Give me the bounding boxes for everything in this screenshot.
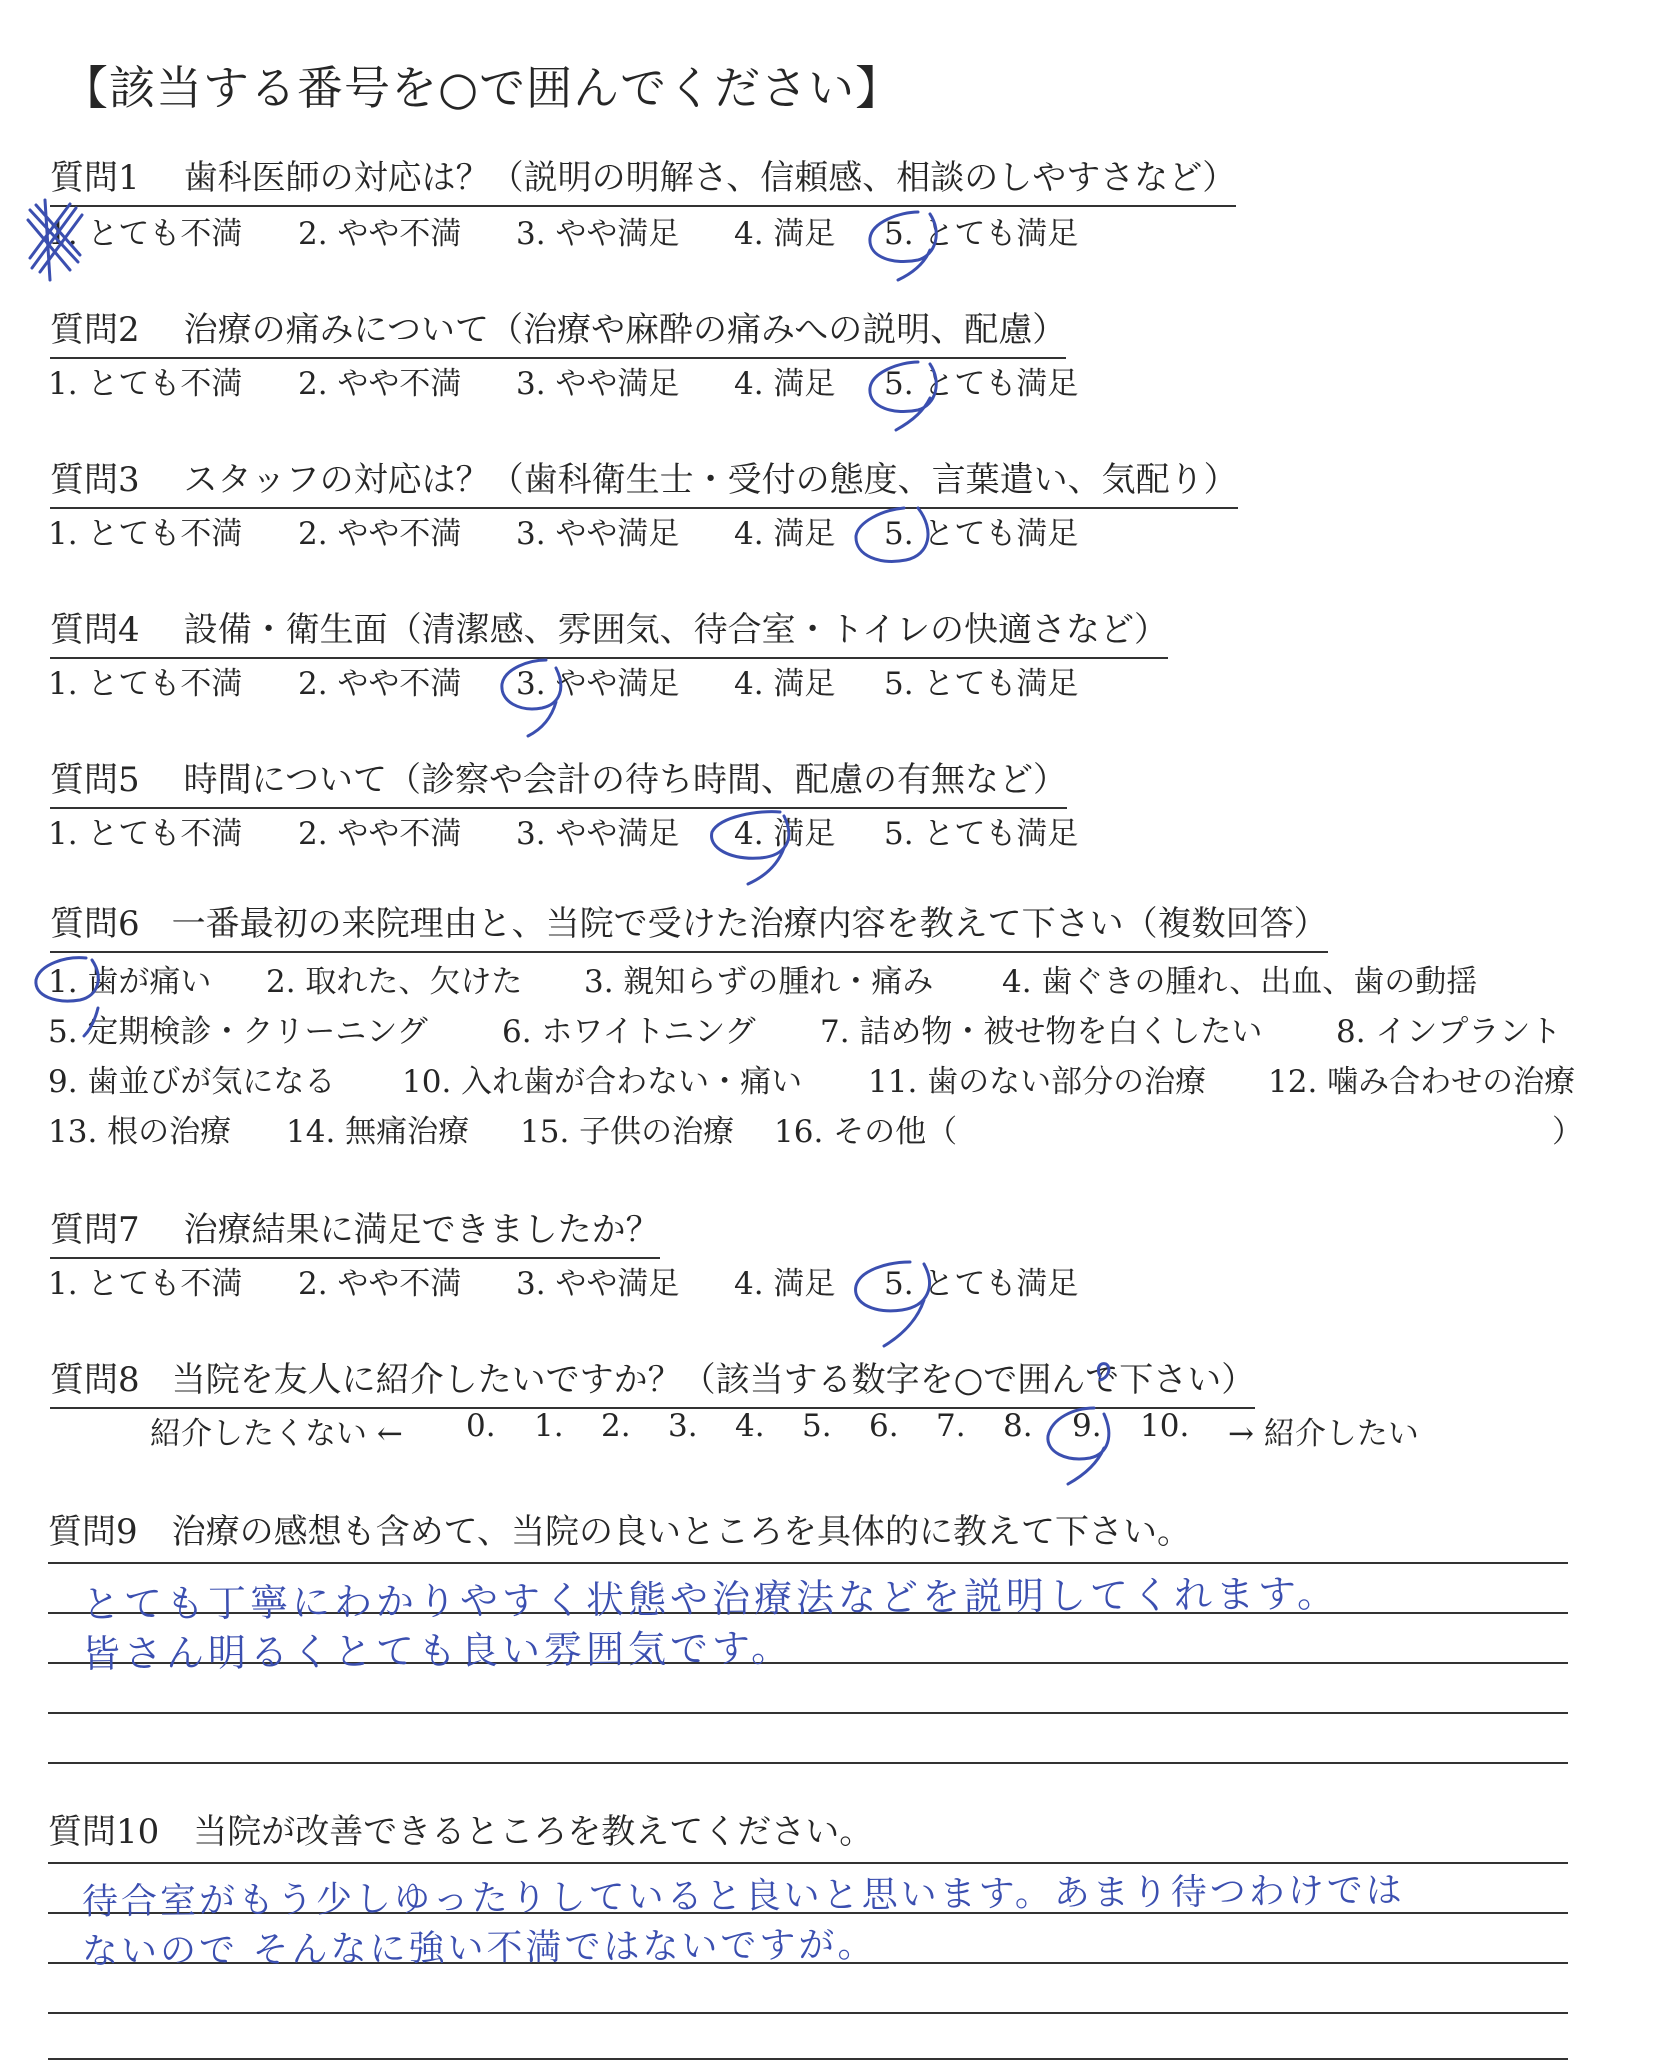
q10-answer-line-5 bbox=[48, 2058, 1568, 2060]
q9-answer-line-4 bbox=[48, 1712, 1568, 1714]
q8-option-8[interactable]: 8. bbox=[1003, 1408, 1033, 1444]
q9-handwritten-answer-1[interactable]: とても丁寧にわかりやすく状態や治療法などを説明してくれます。 bbox=[81, 1571, 1340, 1627]
q2-option-4[interactable]: 4. 満足 bbox=[734, 366, 836, 402]
question-2 bbox=[50, 302, 1066, 359]
form-title: 【該当する番号を○で囲んでください】 bbox=[62, 61, 903, 115]
question-7-options bbox=[0, 1258, 1655, 1302]
q9-answer-line-1 bbox=[48, 1562, 1568, 1564]
q7-option-1[interactable]: 1. とても不満 bbox=[48, 1266, 243, 1302]
q5-option-4[interactable]: 4. 満足 bbox=[734, 816, 836, 852]
q10-answer-line-4 bbox=[48, 2012, 1568, 2014]
question-8-number: 質問8 bbox=[50, 1360, 140, 1400]
q6-option-9[interactable]: 9. 歯並びが気になる bbox=[48, 1064, 336, 1100]
q7-option-2[interactable]: 2. やや不満 bbox=[298, 1266, 462, 1302]
q4-option-2[interactable]: 2. やや不満 bbox=[298, 666, 462, 702]
question-5-number: 質問5 bbox=[50, 760, 140, 800]
question-2-number: 質問2 bbox=[50, 310, 140, 350]
q8-option-6[interactable]: 6. bbox=[869, 1408, 899, 1444]
q9-answer-line-5 bbox=[48, 1762, 1568, 1764]
q5-option-1[interactable]: 1. とても不満 bbox=[48, 816, 243, 852]
q2-option-1[interactable]: 1. とても不満 bbox=[48, 366, 243, 402]
q8-option-5[interactable]: 5. bbox=[802, 1408, 832, 1444]
q7-option-4[interactable]: 4. 満足 bbox=[734, 1266, 836, 1302]
q6-option-1[interactable]: 1. 歯が痛い bbox=[48, 964, 212, 1000]
question-2-options bbox=[0, 358, 1655, 402]
q1-option-5[interactable]: 5. とても満足 bbox=[884, 216, 1079, 252]
q6-option-3[interactable]: 3. 親知らずの腫れ・痛み bbox=[584, 964, 934, 1000]
q6-other-close-paren: ） bbox=[1552, 1114, 1583, 1150]
question-5 bbox=[50, 752, 1067, 809]
q8-left-label: 紹介したくない ← bbox=[150, 1416, 403, 1452]
question-3-options bbox=[0, 508, 1655, 552]
question-5-options bbox=[0, 808, 1655, 852]
q10-handwritten-answer-1[interactable]: 待合室がもう少しゆったりしていると良いと思います。あまり待つわけでは bbox=[81, 1870, 1405, 1923]
question-6-options bbox=[0, 956, 1655, 1156]
question-1 bbox=[50, 150, 1236, 207]
question-3 bbox=[50, 452, 1238, 509]
question-1-options bbox=[0, 208, 1655, 252]
q8-option-7[interactable]: 7. bbox=[936, 1408, 966, 1444]
question-9 bbox=[48, 1504, 1191, 1553]
question-2-text: 治療の痛みについて（治療や麻酔の痛みへの説明、配慮） bbox=[183, 310, 1067, 350]
question-7 bbox=[50, 1202, 660, 1259]
q1-option-2[interactable]: 2. やや不満 bbox=[298, 216, 462, 252]
q6-option-11[interactable]: 11. 歯のない部分の治療 bbox=[868, 1064, 1207, 1100]
q2-option-2[interactable]: 2. やや不満 bbox=[298, 366, 462, 402]
q3-option-3[interactable]: 3. やや満足 bbox=[516, 516, 680, 552]
q6-option-15[interactable]: 15. 子供の治療 bbox=[520, 1114, 735, 1150]
question-1-number: 質問1 bbox=[50, 158, 140, 198]
question-8-text: 当院を友人に紹介したいですか？（該当する数字を○で囲んで下さい） bbox=[171, 1360, 1256, 1400]
q3-option-1[interactable]: 1. とても不満 bbox=[48, 516, 243, 552]
q6-option-16[interactable]: 16. その他（ bbox=[774, 1114, 958, 1150]
question-10-number: 質問10 bbox=[48, 1812, 160, 1852]
q5-option-3[interactable]: 3. やや満足 bbox=[516, 816, 680, 852]
q4-option-5[interactable]: 5. とても満足 bbox=[884, 666, 1079, 702]
question-8 bbox=[50, 1352, 1255, 1409]
q6-option-10[interactable]: 10. 入れ歯が合わない・痛い bbox=[402, 1064, 803, 1100]
question-1-text: 歯科医師の対応は？（説明の明解さ、信頼感、相談のしやすさなど） bbox=[183, 158, 1237, 198]
question-4-text: 設備・衛生面（清潔感、雰囲気、待合室・トイレの快適さなど） bbox=[183, 610, 1168, 650]
q6-option-7[interactable]: 7. 詰め物・被せ物を白くしたい bbox=[820, 1014, 1263, 1050]
q9-handwritten-answer-2[interactable]: 皆さん明るくとても良い雰囲気です。 bbox=[81, 1625, 794, 1677]
q6-option-4[interactable]: 4. 歯ぐきの腫れ、出血、歯の動揺 bbox=[1002, 964, 1478, 1000]
q4-option-1[interactable]: 1. とても不満 bbox=[48, 666, 243, 702]
q6-option-8[interactable]: 8. インプラント bbox=[1336, 1014, 1562, 1050]
question-5-text: 時間について（診察や会計の待ち時間、配慮の有無など） bbox=[183, 760, 1067, 800]
q4-option-4[interactable]: 4. 満足 bbox=[734, 666, 836, 702]
q7-option-3[interactable]: 3. やや満足 bbox=[516, 1266, 680, 1302]
question-8-scale bbox=[0, 1408, 1655, 1452]
q3-option-5[interactable]: 5. とても満足 bbox=[884, 516, 1079, 552]
q6-option-6[interactable]: 6. ホワイトニング bbox=[502, 1014, 756, 1050]
q5-option-2[interactable]: 2. やや不満 bbox=[298, 816, 462, 852]
q4-option-3[interactable]: 3. やや満足 bbox=[516, 666, 680, 702]
q1-option-4[interactable]: 4. 満足 bbox=[734, 216, 836, 252]
question-4-number: 質問4 bbox=[50, 610, 140, 650]
q8-option-0[interactable]: 0. bbox=[466, 1408, 496, 1444]
q7-option-5[interactable]: 5. とても満足 bbox=[884, 1266, 1079, 1302]
q6-option-14[interactable]: 14. 無痛治療 bbox=[286, 1114, 470, 1150]
question-9-text: 治療の感想も含めて、当院の良いところを具体的に教えて下さい。 bbox=[171, 1512, 1191, 1552]
question-6-number: 質問6 bbox=[50, 904, 140, 944]
question-10-text: 当院が改善できるところを教えてください。 bbox=[193, 1812, 874, 1852]
q6-option-2[interactable]: 2. 取れた、欠けた bbox=[266, 964, 523, 1000]
q6-option-12[interactable]: 12. 噛み合わせの治療 bbox=[1268, 1064, 1576, 1100]
question-10 bbox=[48, 1804, 873, 1853]
question-6-text: 一番最初の来院理由と、当院で受けた治療内容を教えて下さい（複数回答） bbox=[171, 904, 1328, 944]
question-6 bbox=[50, 896, 1328, 953]
q2-option-3[interactable]: 3. やや満足 bbox=[516, 366, 680, 402]
q8-right-label: → 紹介したい bbox=[1228, 1416, 1419, 1452]
question-7-number: 質問7 bbox=[50, 1210, 140, 1250]
q8-option-9[interactable]: 9. bbox=[1072, 1408, 1102, 1444]
q3-option-2[interactable]: 2. やや不満 bbox=[298, 516, 462, 552]
question-7-text: 治療結果に満足できましたか？ bbox=[183, 1210, 660, 1250]
question-3-text: スタッフの対応は？（歯科衛生士・受付の態度、言葉遣い、気配り） bbox=[183, 460, 1238, 500]
question-4-options bbox=[0, 658, 1655, 702]
q1-option-1[interactable]: 1. とても不満 bbox=[48, 216, 243, 252]
question-3-number: 質問3 bbox=[50, 460, 140, 500]
q8-option-2[interactable]: 2. bbox=[601, 1408, 631, 1444]
q3-option-4[interactable]: 4. 満足 bbox=[734, 516, 836, 552]
question-9-number: 質問9 bbox=[48, 1512, 138, 1552]
q8-option-4[interactable]: 4. bbox=[735, 1408, 765, 1444]
q6-option-13[interactable]: 13. 根の治療 bbox=[48, 1114, 232, 1150]
q8-option-10[interactable]: 10. bbox=[1140, 1408, 1190, 1444]
q1-option-3[interactable]: 3. やや満足 bbox=[516, 216, 680, 252]
q6-option-5[interactable]: 5. 定期検診・クリーニング bbox=[48, 1014, 428, 1050]
question-4 bbox=[50, 602, 1168, 659]
q8-option-3[interactable]: 3. bbox=[668, 1408, 698, 1444]
q8-option-1[interactable]: 1. bbox=[534, 1408, 564, 1444]
q10-handwritten-answer-2[interactable]: ないので そんなに強い不満ではないですが。 bbox=[81, 1924, 877, 1973]
q2-option-5[interactable]: 5. とても満足 bbox=[884, 366, 1079, 402]
q5-option-5[interactable]: 5. とても満足 bbox=[884, 816, 1079, 852]
